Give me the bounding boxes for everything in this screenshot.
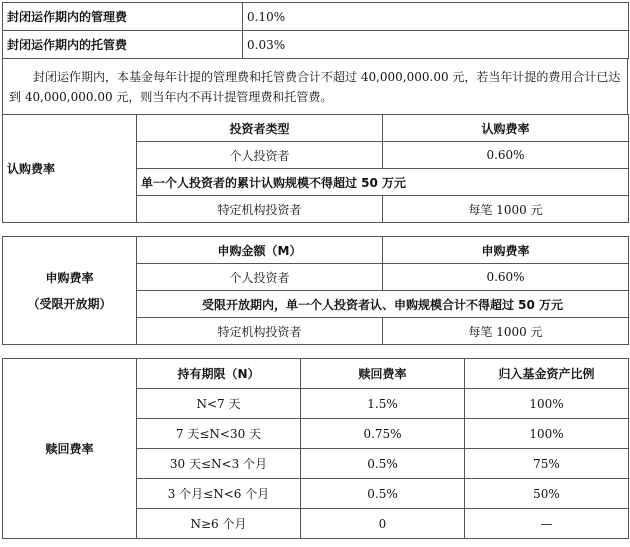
table-row	[3, 115, 629, 142]
subscription-investor-type: 个人投资者	[137, 142, 383, 169]
purchase-col-header: 申购费率	[383, 237, 629, 264]
purchase-investor-type: 个人投资者	[137, 264, 383, 291]
redemption-asset-ratio: 100%	[465, 419, 629, 449]
redemption-rate: 0	[301, 509, 465, 539]
redemption-rate: 0.75%	[301, 419, 465, 449]
cap-note-table	[2, 58, 628, 115]
management-fee-value: 0.10%	[243, 3, 629, 31]
custody-fee-label: 封闭运作期内的托管费	[3, 31, 243, 59]
subscription-limit-note: 单一个人投资者的累计认购规模不得超过 50 万元	[137, 169, 629, 196]
redemption-asset-ratio: 100%	[465, 389, 629, 419]
purchase-rate: 0.60%	[383, 264, 629, 291]
subscription-institution-fee: 每笔 1000 元	[383, 196, 629, 223]
redemption-rate: 1.5%	[301, 389, 465, 419]
redemption-period: 30 天≤N<3 个月	[137, 449, 301, 479]
purchase-limit-note: 受限开放期内，单一个人投资者认、申购规模合计不得超过 50 万元	[137, 291, 629, 318]
subscription-col-header: 认购费率	[383, 115, 629, 142]
redemption-period: 7 天≤N<30 天	[137, 419, 301, 449]
redemption-period: N≥6 个月	[137, 509, 301, 539]
table-row	[3, 3, 629, 31]
purchase-col-header: 申购金额（M）	[137, 237, 383, 264]
subscription-rate: 0.60%	[383, 142, 629, 169]
subscription-institution-type: 特定机构投资者	[137, 196, 383, 223]
redemption-asset-ratio: 75%	[465, 449, 629, 479]
subscription-title: 认购费率	[3, 115, 137, 223]
redemption-title: 赎回费率	[3, 359, 137, 539]
redemption-asset-ratio: 50%	[465, 479, 629, 509]
custody-fee-value: 0.03%	[243, 31, 629, 59]
redemption-col-header: 持有期限（N）	[137, 359, 301, 389]
redemption-period: 3 个月≤N<6 个月	[137, 479, 301, 509]
management-fee-label: 封闭运作期内的管理费	[3, 3, 243, 31]
purchase-institution-fee: 每笔 1000 元	[383, 318, 629, 345]
purchase-institution-type: 特定机构投资者	[137, 318, 383, 345]
purchase-title: 申购费率	[45, 270, 94, 285]
fee-table	[2, 2, 629, 59]
cap-note: 封闭运作期内，本基金每年计提的管理费和托管费合计不超过 40,000,000.00 元，若当年计提的费用合计已达到 40,000,000.00 元，则当年内不再计提管理费和托管费。	[3, 59, 628, 115]
redemption-col-header: 赎回费率	[301, 359, 465, 389]
subscription-col-header: 投资者类型	[137, 115, 383, 142]
purchase-title-cell	[3, 237, 137, 345]
redemption-rate: 0.5%	[301, 449, 465, 479]
redemption-asset-ratio: —	[465, 509, 629, 539]
subscription-table	[2, 114, 629, 223]
redemption-col-header: 归入基金资产比例	[465, 359, 629, 389]
redemption-period: N<7 天	[137, 389, 301, 419]
table-row	[3, 31, 629, 59]
redemption-rate: 0.5%	[301, 479, 465, 509]
table-row	[3, 359, 629, 389]
purchase-subtitle: （受限开放期）	[27, 296, 112, 311]
redemption-table	[2, 358, 629, 539]
table-row	[3, 237, 629, 264]
purchase-table	[2, 236, 629, 345]
